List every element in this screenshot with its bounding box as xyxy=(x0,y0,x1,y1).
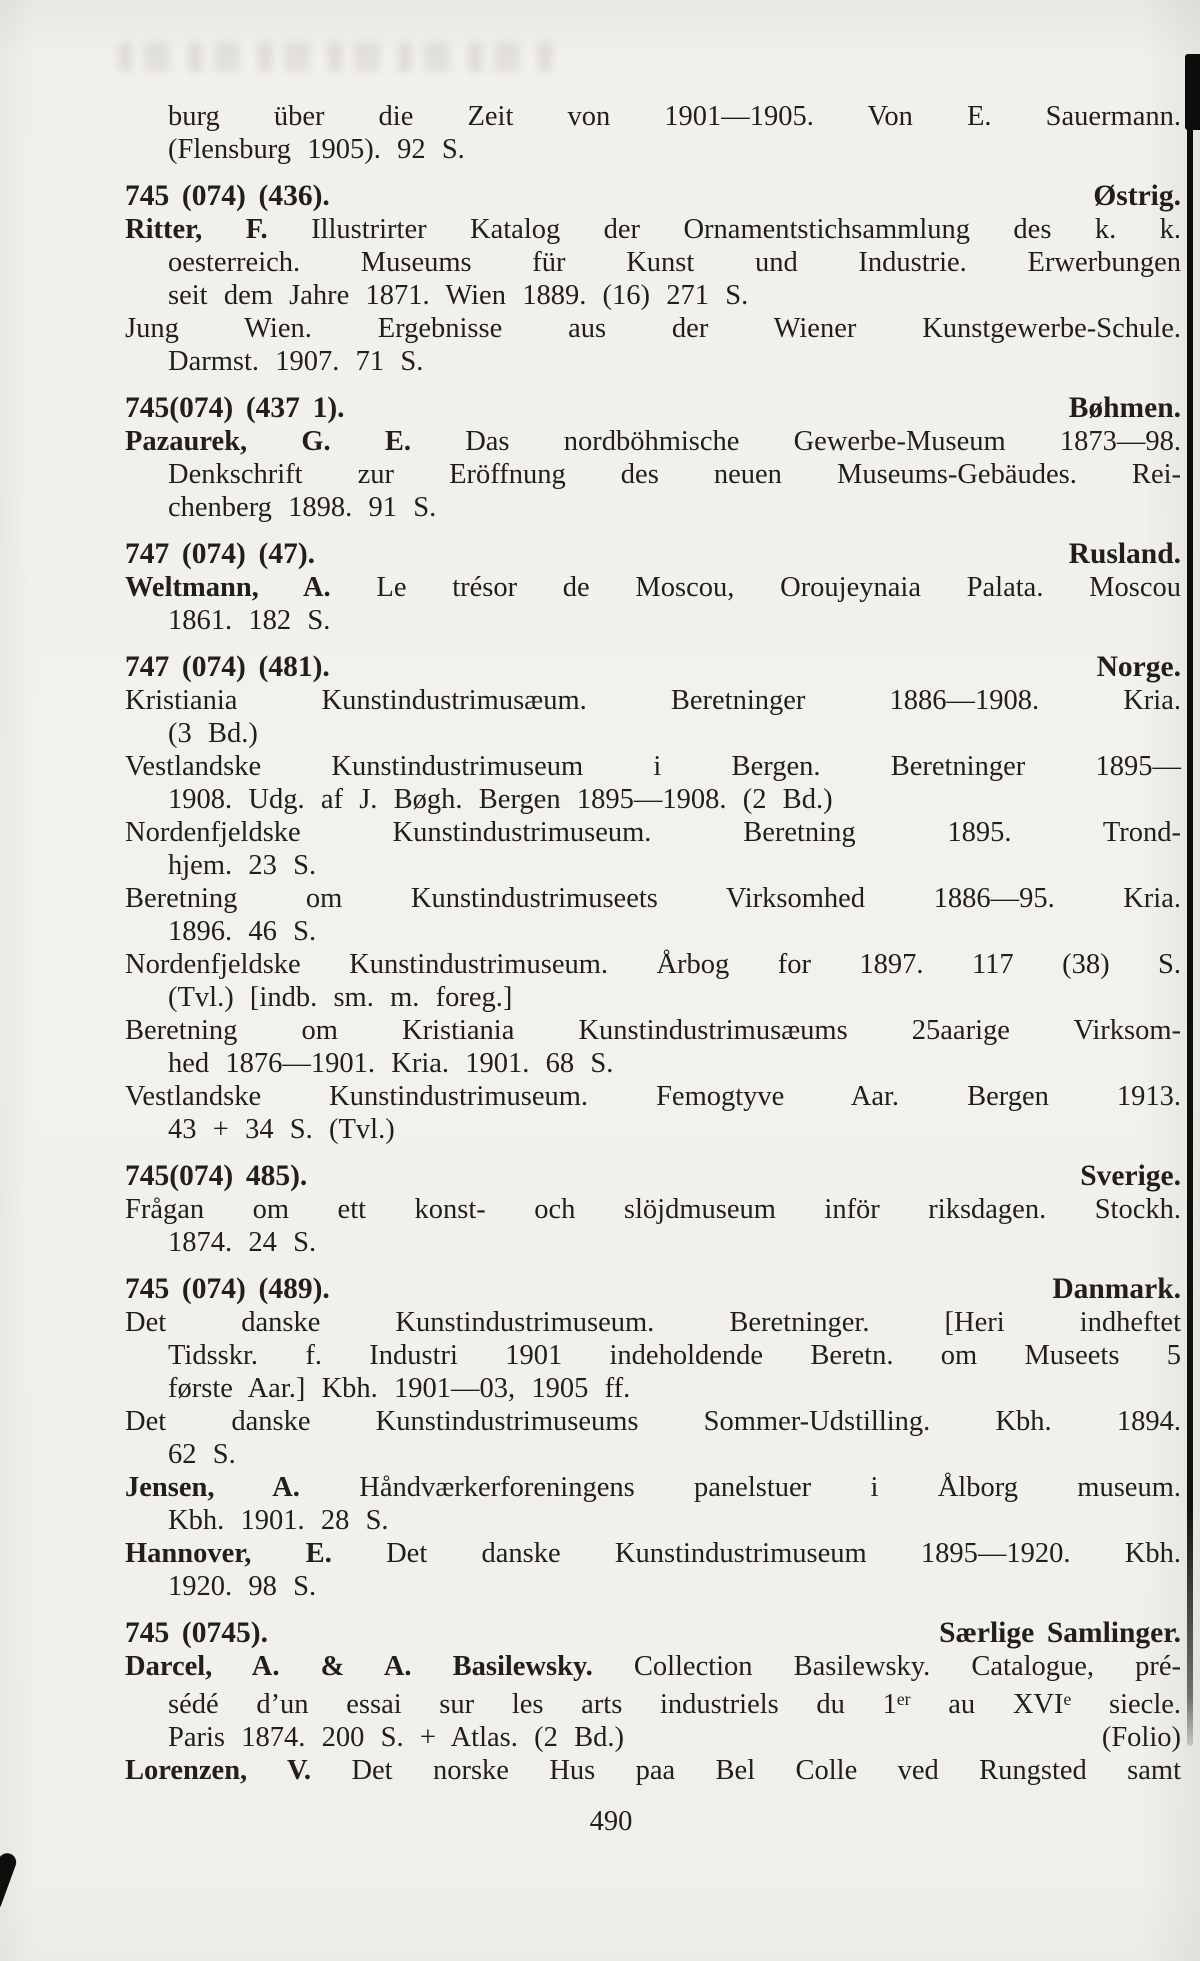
country-label: Østrig. xyxy=(1093,180,1181,212)
entry-line xyxy=(125,213,1181,246)
entry-author: Pazaurek, G. E. xyxy=(125,426,411,457)
entry-line xyxy=(125,1650,1181,1683)
entry-line xyxy=(125,1438,1181,1471)
entry-text: Denkschrift zur Eröffnung des neuen Museums-Gebäudes. Rei- xyxy=(168,459,1181,490)
entry-author: Hannover, E. xyxy=(125,1538,332,1569)
country-label: Norge. xyxy=(1096,651,1181,683)
entry-line xyxy=(125,882,1181,915)
entry-text: 1908. Udg. af J. Bøgh. Bergen 1895—1908. (2 Bd.) xyxy=(168,784,833,815)
entry-line xyxy=(125,1014,1181,1047)
superscript-text: e xyxy=(1063,1689,1072,1709)
entry-text: Paris 1874. 200 S. + Atlas. (2 Bd.) xyxy=(168,1721,624,1753)
entry-text: Det norske Hus paa Bel Colle ved Rungsted samt xyxy=(351,1754,1181,1786)
catalog-text-block xyxy=(125,100,1181,1787)
classification-code: 745(074) (437 1). xyxy=(125,392,345,424)
entry-line xyxy=(125,981,1181,1014)
entry-line xyxy=(125,345,1181,378)
entry-text: hjem. 23 S. xyxy=(168,850,317,881)
entry-text: 43 + 34 S. (Tvl.) xyxy=(168,1114,395,1145)
entry-line xyxy=(125,1471,1181,1504)
entry-author: Ritter, F. xyxy=(125,214,268,245)
folio-note: (Folio) xyxy=(1101,1721,1181,1753)
classification-code: 745 (074) (436). xyxy=(125,180,330,212)
section-heading xyxy=(125,651,1181,684)
entry-line xyxy=(125,1080,1181,1113)
entry-line xyxy=(125,750,1181,783)
country-label: Sverige. xyxy=(1080,1160,1181,1192)
entry-line xyxy=(125,100,1181,133)
classification-code: 747 (074) (47). xyxy=(125,538,316,570)
entry-line xyxy=(125,1339,1181,1372)
entry-text: Kbh. 1901. 28 S. xyxy=(168,1505,389,1536)
section-heading xyxy=(125,538,1181,571)
superscript-text: er xyxy=(896,1689,911,1709)
entry-author: Darcel, A. & A. Basilewsky. xyxy=(125,1651,593,1682)
entry-text: Beretning om Kristiania Kunstindustrimusæums 25aarige Virksom- xyxy=(125,1015,1181,1046)
entry-text: Beretning om Kunstindustrimuseets Virksomhed 1886—95. Kria. xyxy=(125,883,1181,914)
classification-code: 745 (0745). xyxy=(125,1617,268,1649)
page-number: 490 xyxy=(589,1806,633,1837)
entry-line xyxy=(125,684,1181,717)
entry-line xyxy=(125,717,1181,750)
entry-line xyxy=(125,1113,1181,1146)
entry-text: Det danske Kunstindustrimuseum. Beretninger. [Heri indheftet xyxy=(125,1307,1181,1338)
entry-text: Nordenfjeldske Kunstindustrimuseum. Beretning 1895. Trond- xyxy=(125,817,1181,848)
entry-line xyxy=(125,1570,1181,1603)
entry-text: (3 Bd.) xyxy=(168,718,258,749)
entry-text: burg über die Zeit von 1901—1905. Von E. Sauermann. xyxy=(168,101,1181,132)
entry-line xyxy=(125,1226,1181,1259)
entry-line xyxy=(125,783,1181,816)
entry-text: 1920. 98 S. xyxy=(168,1571,317,1602)
entry-line xyxy=(125,816,1181,849)
entry-text: Illustrirter Katalog der Ornamentstichsammlung des k. k. xyxy=(311,214,1181,245)
entry-text: sédé d’un essai sur les arts industriels du 1er au XVIe siecle. xyxy=(168,1688,1182,1720)
entry-text: Das nordböhmische Gewerbe-Museum 1873—98. xyxy=(465,426,1182,457)
classification-code: 745 (074) (489). xyxy=(125,1273,330,1305)
entry-line xyxy=(125,1721,1181,1754)
entry-line xyxy=(125,1754,1181,1787)
entry-line xyxy=(125,1193,1181,1226)
entry-text: oesterreich. Museums für Kunst und Industrie. Erwerbungen xyxy=(168,247,1181,278)
entry-text: Kristiania Kunstindustrimusæum. Beretninger 1886—1908. Kria. xyxy=(125,685,1181,716)
entry-text: Vestlandske Kunstindustrimuseum. Femogtyve Aar. Bergen 1913. xyxy=(125,1081,1181,1112)
country-label: Rusland. xyxy=(1068,538,1181,570)
entry-line xyxy=(125,1306,1181,1339)
section-heading xyxy=(125,1273,1181,1306)
entry-text: Det danske Kunstindustrimuseum 1895—1920. Kbh. xyxy=(386,1538,1182,1569)
entry-line xyxy=(125,458,1181,491)
entry-line xyxy=(125,849,1181,882)
entry-author: Lorenzen, V. xyxy=(125,1754,312,1786)
entry-author: Weltmann, A. xyxy=(125,572,331,603)
entry-text: 1861. 182 S. xyxy=(168,605,331,636)
entry-text: (Flensburg 1905). 92 S. xyxy=(168,134,465,165)
entry-line xyxy=(125,279,1181,312)
entry-text: Darmst. 1907. 71 S. xyxy=(168,346,424,377)
entry-text: 1896. 46 S. xyxy=(168,916,317,947)
entry-line xyxy=(125,1405,1181,1438)
gutter-shadow-top xyxy=(1185,54,1200,130)
entry-line xyxy=(125,312,1181,345)
entry-author: Jensen, A. xyxy=(125,1472,300,1503)
entry-line xyxy=(125,1047,1181,1080)
entry-text: 1874. 24 S. xyxy=(168,1227,317,1258)
entry-text: hed 1876—1901. Kria. 1901. 68 S. xyxy=(168,1048,614,1079)
entry-line xyxy=(125,604,1181,637)
entry-text: Frågan om ett konst- och slöjdmuseum inför riksdagen. Stockh. xyxy=(125,1194,1181,1225)
section-heading xyxy=(125,1617,1181,1650)
entry-line xyxy=(125,425,1181,458)
section-heading xyxy=(125,1160,1181,1193)
entry-line xyxy=(125,915,1181,948)
entry-text: Jung Wien. Ergebnisse aus der Wiener Kunstgewerbe-Schule. xyxy=(125,313,1181,344)
entry-text: Collection Basilewsky. Catalogue, pré- xyxy=(633,1651,1181,1682)
entry-text: Tidsskr. f. Industri 1901 indeholdende Beretn. om Museets 5 xyxy=(168,1340,1181,1371)
section-heading xyxy=(125,392,1181,425)
entry-line xyxy=(125,133,1181,166)
entry-text: Det danske Kunstindustrimuseums Sommer-Udstilling. Kbh. 1894. xyxy=(125,1406,1181,1437)
entry-line xyxy=(125,1537,1181,1570)
entry-text: chenberg 1898. 91 S. xyxy=(168,492,437,523)
scan-smudge-artifact xyxy=(118,42,558,72)
entry-text: (Tvl.) [indb. sm. m. foreg.] xyxy=(168,982,513,1013)
entry-text: seit dem Jahre 1871. Wien 1889. (16) 271 S. xyxy=(168,280,749,311)
entry-line xyxy=(125,1504,1181,1537)
entry-text: Håndværkerforeningens panelstuer i Ålborg museum. xyxy=(359,1472,1181,1503)
gutter-shadow-line xyxy=(1187,126,1193,1746)
entry-text: Le trésor de Moscou, Oroujeynaia Palata. Moscou xyxy=(376,572,1182,603)
entry-text: Vestlandske Kunstindustrimuseum i Bergen. Beretninger 1895— xyxy=(125,751,1181,782)
country-label: Bøhmen. xyxy=(1068,392,1181,424)
country-label: Særlige Samlinger. xyxy=(939,1617,1181,1649)
section-heading xyxy=(125,180,1181,213)
entry-text: første Aar.] Kbh. 1901—03, 1905 ff. xyxy=(168,1373,631,1404)
classification-code: 745(074) 485). xyxy=(125,1160,308,1192)
entry-line xyxy=(125,1372,1181,1405)
entry-line xyxy=(125,246,1181,279)
entry-text: 62 S. xyxy=(168,1439,236,1470)
entry-line xyxy=(125,571,1181,604)
corner-ink-mark xyxy=(0,1851,19,1914)
entry-line xyxy=(125,1683,1181,1721)
entry-text: Nordenfjeldske Kunstindustrimuseum. Årbog for 1897. 117 (38) S. xyxy=(125,949,1181,980)
entry-line xyxy=(125,948,1181,981)
entry-line xyxy=(125,491,1181,524)
country-label: Danmark. xyxy=(1052,1273,1181,1305)
classification-code: 747 (074) (481). xyxy=(125,651,330,683)
